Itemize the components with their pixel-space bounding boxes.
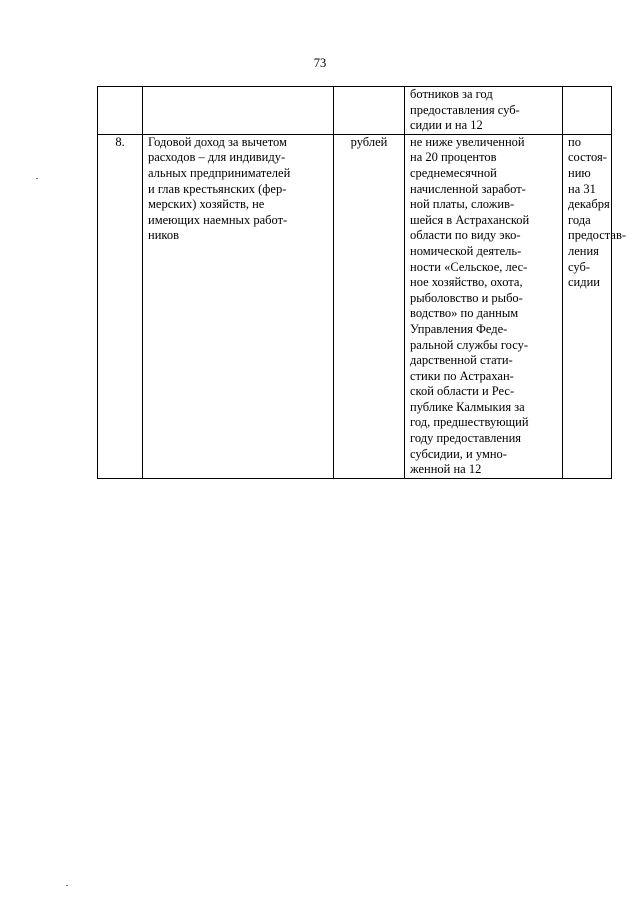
cell-name: [143, 87, 334, 135]
table-row-8: [98, 134, 612, 478]
cell-unit: рублей: [334, 134, 405, 478]
scan-speck: [36, 178, 38, 179]
page-number: 73: [313, 56, 327, 70]
cell-value: ботников за год предоставления суб- сидии и на 12: [405, 87, 563, 135]
cell-num: [98, 87, 143, 135]
cell-date: [563, 87, 612, 135]
cell-date: по состоя- нию на 31 декабря года предостав- ления суб- сидии: [563, 134, 612, 478]
scan-speck: [66, 885, 68, 886]
cell-unit: [334, 87, 405, 135]
cell-name: Годовой доход за вычетом расходов – для индивиду- альных предпринимателей и глав крестьянских (фер- мерских) хозяйств, не имеющих наемных работ- ников: [143, 134, 334, 478]
cell-value: не ниже увеличенной на 20 процентов среднемесячной начисленной заработ- ной платы, сложив- шейся в Астраханской области по виду эко- номической деятель- ности «Сельское, лес- ное хозяйство, охота, рыболовство и рыбо- водство» по данным Управления Феде- ральной службы госу- дарственной стати- стики по Астрахан- ской области и Рес- публике Калмыкия за год, предшествующий году предоставления субсидии, и умно- женной на 12: [405, 134, 563, 478]
table-row-continued: [98, 87, 612, 135]
data-table: [97, 86, 627, 479]
cell-num: 8.: [98, 134, 143, 478]
